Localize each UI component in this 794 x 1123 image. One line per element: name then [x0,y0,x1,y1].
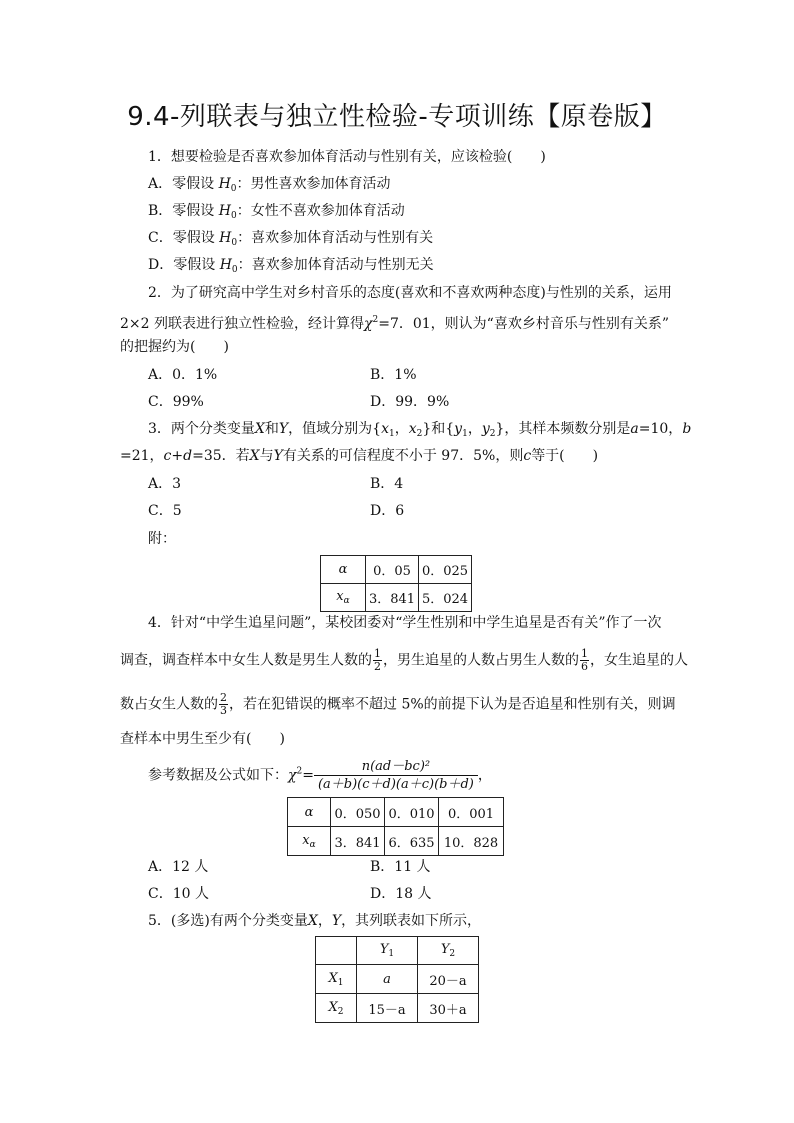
q5-table-cell: a [357,965,418,994]
q2-option-c: C．99% [148,394,204,410]
q3-table-cell: 0．025 [419,556,472,584]
q5-table-cell: 15－a [357,994,418,1023]
q4-table-cell: 0．050 [331,798,385,827]
q4-option-c: C．10 人 [148,886,209,902]
q1-option-b: B．零假设 $H_0$：女性不喜欢参加体育活动 [148,203,405,221]
q3-table-cell: 0．05 [366,556,419,584]
page-title: 9.4-列联表与独立性检验-专项训练【原卷版】 [127,102,667,132]
q5-table-row-header: $X_1$ [316,965,357,994]
q1-option-a: A．零假设 $H_0$：男性喜欢参加体育活动 [148,176,391,194]
fraction-one-sixth: $\frac{1}{6}$ [581,647,588,673]
q3-option-b: B．4 [370,476,404,492]
q4-line3: 数占女生人数的 $\frac{2}{3}$ ，若在犯错误的概率不超过 5%的前提下认为是否追星和性别有关，则调 [120,691,676,717]
q3-line2: =21，c+d=35．若X与Y有关系的可信程度不小于 97．5%，则c等于( ) [120,448,599,464]
fraction-two-thirds: $\frac{2}{3}$ [220,691,227,717]
q3-critical-table [320,555,472,612]
q3-option-c: C．5 [148,503,182,519]
q4-line4: 查样本中男生至少有( ) [120,731,285,747]
q4-table-xa-header: $x_\alpha$ [288,827,331,856]
q2-line3: 的把握约为( ) [120,339,229,355]
q4-option-d: D．18 人 [370,886,432,902]
q4-table-cell: 3．841 [331,827,385,856]
chi-square-formula: $\frac{\text{n(ad－bc)²}}{(a+b)(c+d)(a+c)(b+d)}$ [314,758,478,793]
q5-table-header: $Y_1$ [357,937,418,965]
q4-table-alpha-header: α [288,798,331,827]
q5-contingency-table [315,936,479,1023]
q4-line2: 调查，调查样本中女生人数是男生人数的 $\frac{1}{2}$ ，男生追星的人数占男生人数的 $\frac{1}{6}$ ，女生追星的人 [120,647,688,673]
q3-table-cell: 5．024 [419,584,472,612]
q3-appendix: 附： [148,531,176,547]
q2-option-b: B．1% [370,367,417,383]
q4-formula-line: 参考数据及公式如下：$\chi^2=$ $\frac{\text{n(ad－bc)²}}{(a+b)(c+d)(a+c)(b+d)}$ ， [148,759,492,792]
q4-critical-table [287,797,504,856]
q4-line1: 4．针对“中学生追星问题”，某校团委对“学生性别和中学生追星是否有关”作了一次 [148,615,662,631]
q3-table-alpha-header: α [321,556,366,584]
q3-option-d: D．6 [370,503,405,519]
q1-stem: 1．想要检验是否喜欢参加体育活动与性别有关，应该检验( ) [148,149,546,165]
q1-option-d: D．零假设 $H_0$：喜欢参加体育活动与性别无关 [148,257,434,275]
q4-table-cell: 0．010 [385,798,439,827]
q2-line1: 2．为了研究高中学生对乡村音乐的态度(喜欢和不喜欢两种态度)与性别的关系，运用 [148,285,672,301]
fraction-one-half: $\frac{1}{2}$ [374,647,381,673]
q1-option-c: C．零假设 $H_0$：喜欢参加体育活动与性别有关 [148,230,434,248]
q5-table-cell: 30＋a [418,994,479,1023]
q5-table-row-header: $X_2$ [316,994,357,1023]
q3-line1: 3．两个分类变量X和Y，值域分别为{$x_1$，$x_2$}和{$y_1$，$y_2$}，其样本频数分别是a=10，b [148,421,692,439]
q2-line2: 2×2 列联表进行独立性检验，经计算得$\chi^2=7$．01，则认为“喜欢乡村音乐与性别有关系” [120,315,669,332]
q5-line1: 5．(多选)有两个分类变量X，Y，其列联表如下所示， [148,913,482,929]
q5-table-corner [316,937,357,965]
q4-table-cell: 0．001 [439,798,504,827]
q3-table-cell: 3．841 [366,584,419,612]
q5-table-cell: 20－a [418,965,479,994]
q4-table-cell: 10．828 [439,827,504,856]
q4-option-a: A．12 人 [148,859,209,875]
q3-option-a: A．3 [148,476,182,492]
q4-option-b: B．11 人 [370,859,431,875]
q2-option-a: A．0．1% [148,367,218,383]
q4-table-cell: 6．635 [385,827,439,856]
q3-table-xa-header: $x_\alpha$ [321,584,366,612]
q5-table-header: $Y_2$ [418,937,479,965]
q2-option-d: D．99．9% [370,394,450,410]
